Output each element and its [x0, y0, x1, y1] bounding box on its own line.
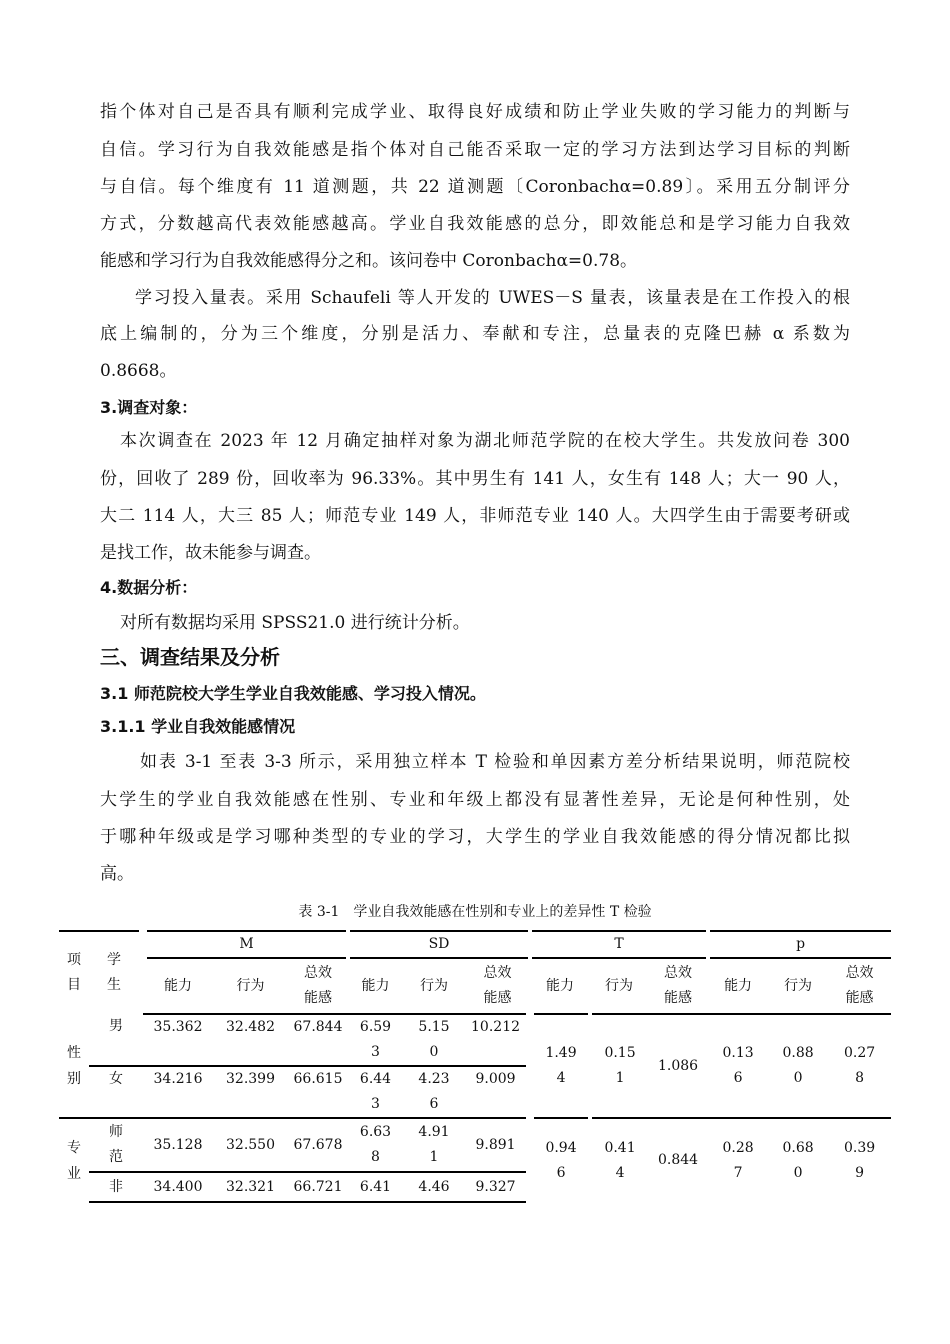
cell: 35.362 [143, 1014, 213, 1066]
section-3-1-title: 3.1 师范院校大学生学业自我效能感、学习投入情况。 [100, 684, 486, 703]
cell: 34.400 [143, 1172, 213, 1202]
para5-line3: 于哪种年级或是学习哪种类型的专业的学习，大学生的学业自我效能感的得分情况都比拟 [100, 827, 850, 847]
cell: 0.94 6 [530, 1118, 590, 1202]
cell: 4.23 6 [403, 1066, 465, 1118]
cell: 67.844 [288, 1014, 348, 1066]
cell: 32.321 [213, 1172, 288, 1202]
cell: 0.13 6 [708, 1014, 768, 1118]
cell: 32.550 [213, 1118, 288, 1172]
cell: 0.15 1 [590, 1014, 648, 1118]
sub-ability: 能力 [708, 958, 768, 1014]
cell: 0.844 [658, 1152, 699, 1168]
sub-total: 总效 能感 [828, 958, 891, 1014]
sub-ability: 能力 [143, 958, 213, 1014]
sub-total: 总效 能感 [465, 958, 530, 1014]
cell: 1.49 4 [530, 1014, 590, 1118]
header-item: 项 目 [59, 931, 89, 1014]
heading-survey-subjects: 3.调查对象： [100, 398, 198, 417]
heading-data-analysis: 4.数据分析： [100, 578, 198, 597]
cell: 35.128 [143, 1118, 213, 1172]
table-caption: 表 3-1 学业自我效能感在性别和专业上的差异性 T 检验 [298, 904, 652, 920]
header-student: 学 生 [89, 931, 143, 1014]
cell: 6.59 3 [348, 1014, 403, 1066]
para1-line3: 与自信。每个维度有 11 道测题，共 22 道测题〔Coronbachα=0.89〕。采用五分制评分 [100, 177, 850, 197]
cell: 66.721 [288, 1172, 348, 1202]
major-label: 专 业 [67, 1139, 81, 1182]
sub-ability: 能力 [348, 958, 403, 1014]
cell: 6.41 [348, 1172, 403, 1202]
row-female-label: 女 [89, 1066, 143, 1118]
cell: 6.63 8 [348, 1118, 403, 1172]
gender-label: 性 别 [59, 1014, 89, 1118]
para3-line1: 本次调查在 2023 年 12 月确定抽样对象为湖北师范学院的在校大学生。共发放问卷 300 [120, 431, 850, 451]
para1-line2: 自信。学习行为自我效能感是指个体对自己能否采取一定的学习方法到达学习目标的判断 [100, 140, 850, 160]
para3-line2: 份，回收了 289 份，回收率为 96.33%。其中男生有 141 人，女生有 148 人；大一 90 人， [100, 469, 850, 489]
sub-behavior: 行为 [590, 958, 648, 1014]
para2-line2: 底上编制的，分为三个维度，分别是活力、奉献和专注，总量表的克隆巴赫 α 系数为 [100, 324, 850, 344]
cell: 10.212 [465, 1014, 530, 1066]
cell: 34.216 [143, 1066, 213, 1118]
stats-table [59, 930, 891, 1203]
header-group-sd: SD [348, 931, 530, 958]
sub-total: 总效 能感 [648, 958, 708, 1014]
para1-line5: 能感和学习行为自我效能感得分之和。该问卷中 Coronbachα=0.78。 [100, 251, 638, 271]
cell: 0.39 9 [843, 1139, 876, 1181]
cell: 32.482 [213, 1014, 288, 1066]
sub-total: 总效 能感 [288, 958, 348, 1014]
row-normal-label: 师 范 [89, 1118, 143, 1172]
cell: 67.678 [288, 1118, 348, 1172]
cell: 0.68 0 [782, 1139, 814, 1181]
cell: 66.615 [288, 1066, 348, 1118]
cell: 9.009 [465, 1066, 530, 1118]
para1-line4: 方式，分数越高代表效能感越高。学业自我效能感的总分，即效能总和是学习能力自我效 [100, 214, 850, 234]
para3-line3: 大二 114 人，大三 85 人；师范专业 149 人，非师范专业 140 人。大四学生由于需要考研或 [100, 506, 850, 526]
para5-line1: 如表 3-1 至表 3-3 所示，采用独立样本 T 检验和单因素方差分析结果说明，师范院校 [140, 752, 850, 772]
cell: 1.086 [648, 1014, 708, 1118]
para2-line1: 学习投入量表。采用 Schaufeli 等人开发的 UWES－S 量表，该量表是在工作投入的根 [135, 288, 850, 308]
row-nonnormal-label: 非 [89, 1172, 143, 1202]
header-group-m: M [143, 931, 348, 958]
header-group-p: p [708, 931, 891, 958]
para5-line4: 高。 [100, 864, 134, 884]
cell: 4.46 [403, 1172, 465, 1202]
para1-line1: 指个体对自己是否具有顺利完成学业、取得良好成绩和防止学业失败的学习能力的判断与 [100, 102, 850, 122]
cell: 0.88 0 [768, 1014, 828, 1118]
sub-behavior: 行为 [213, 958, 288, 1014]
cell: 0.41 4 [604, 1139, 636, 1181]
cell: 4.91 1 [403, 1118, 465, 1172]
cell: 6.44 3 [348, 1066, 403, 1118]
row-male-label: 男 [89, 1014, 143, 1066]
cell: 5.15 0 [403, 1014, 465, 1066]
cell: 0.28 7 [722, 1139, 754, 1181]
sub-ability: 能力 [530, 958, 590, 1014]
sub-behavior: 行为 [403, 958, 465, 1014]
para2-line3: 0.8668。 [100, 361, 177, 381]
section-3-title: 三、调查结果及分析 [100, 645, 280, 669]
cell: 9.891 [465, 1118, 530, 1172]
cell: 0.27 8 [828, 1014, 891, 1118]
cell: 32.399 [213, 1066, 288, 1118]
para5-line2: 大学生的学业自我效能感在性别、专业和年级上都没有显著性差异，无论是何种性别，处 [100, 790, 850, 810]
header-group-t: T [530, 931, 708, 958]
cell: 9.327 [465, 1172, 530, 1202]
para4: 对所有数据均采用 SPSS21.0 进行统计分析。 [120, 613, 470, 633]
sub-behavior: 行为 [768, 958, 828, 1014]
para3-line4: 是找工作，故未能参与调查。 [100, 543, 321, 563]
section-3-1-1-title: 3.1.1 学业自我效能感情况 [100, 717, 296, 736]
